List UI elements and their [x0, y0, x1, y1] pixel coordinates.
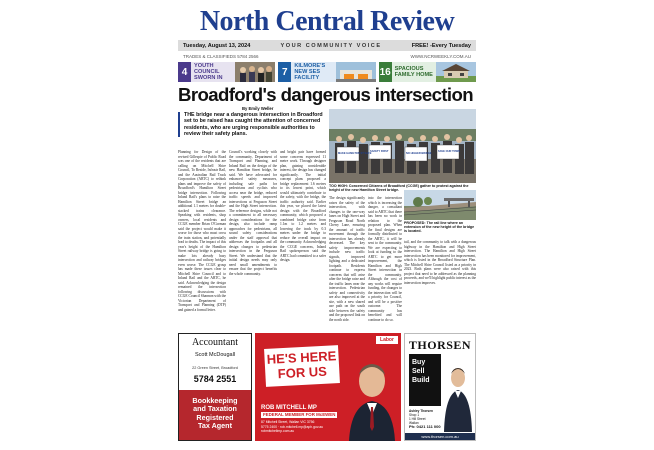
accountant-phone: 5784 2551	[193, 374, 237, 384]
trades-line: TRADES & CLASSIFIEDS 5784 2566	[183, 53, 259, 59]
teaser-page-number: 7	[278, 62, 291, 82]
masthead-title: North Central Review	[199, 6, 455, 37]
agent-address-line: Wallan	[409, 421, 419, 425]
article-column-5: into the intersection which is increasing the danger, a consultant said to ARTC that there has been no work in relation to the proposed plan. When the final designs are formally distributed to the ARTC, it will be sent to the community. We are expecting to look at funding to the ARTC to get more improvement, the Hamilton and High Street intersection in the community. Although the cost of any works will require funding, the changes to the intersection will be a priority for Council, and will be a positive outcome. The community has benefited and will continue to do so.	[368, 196, 402, 322]
mp-portrait	[347, 355, 397, 441]
tagline-word: Sell	[412, 368, 425, 375]
teaser-text: KILMORE'S NEW SES FACILITY	[294, 62, 326, 82]
mp-political-ad[interactable]	[255, 333, 401, 441]
article-column-4: The design significantly raises the safety of the intersection, with changes to the one-way lanes on High Street and Ferguson Road North Cherry Lane, ensuring the amount of traffic movement through the intersection has already decreased. The key safety improvements include new traffic signals, improved lighting and a dedicated footpath. Residents continue to express concerns that will arise after the bridge raise and the traffic lanes near the intersection. Pedestrian safety and connectivity are also improved at the site, with a new shared use path on the south side between the safety and the proposed link on the north side.	[329, 196, 365, 322]
subline-bar	[178, 52, 476, 60]
protest-sign-text: MAKE HAMILTON ST SAFE	[338, 152, 372, 155]
contact-line: 5775 2400 · rob.mitchell.mp@aph.gov.au	[261, 424, 323, 429]
tagline-word: Buy	[412, 359, 426, 366]
teaser-page-number: 16	[379, 62, 392, 82]
service-line: and Taxation	[193, 404, 237, 414]
mp-slogan	[264, 345, 340, 387]
mp-contact	[261, 420, 323, 434]
article-byline: By Emily Weller	[242, 106, 274, 111]
teaser-page-number: 4	[178, 62, 191, 82]
teaser-ses-facility[interactable]	[278, 62, 375, 82]
agent-address-line: Shop 1	[409, 413, 420, 417]
service-line: Registered	[196, 412, 234, 422]
agent-name: Ashley Thorsen	[409, 409, 433, 413]
service-line: Tax Agent	[198, 421, 232, 431]
contact-line: 87 Mitchell Street, Wallan VIC 3756	[261, 420, 315, 424]
bridge-photo	[404, 190, 476, 220]
agent-portrait	[443, 364, 473, 432]
railway-bridge-image	[404, 190, 476, 220]
contact-line: robmitchellmp.com.au	[261, 429, 295, 434]
thorsen-agent-info	[409, 409, 443, 429]
price-note: FREE! -Every Tuesday	[411, 42, 471, 49]
protest-sign-text: NO HIGHER BRIDGE	[406, 152, 432, 155]
thorsen-brand: THORSEN	[408, 338, 472, 352]
slogan-line-1: HE'S HERE	[266, 348, 337, 367]
service-line: Bookkeeping	[192, 396, 238, 405]
protest-sign-text: SAVE OUR TOWN	[438, 150, 460, 153]
protest-photo	[329, 109, 476, 183]
article-column-2: Council's working closely with the community, Department of Transport and Planning, and Inland Rail on the design of the new Hamilton Street bridge, he said. We have advocated for enhanced safety measures, including safe paths for pedestrians and cyclists who access near the bridge, reduced traffic speeds and improved intersections at Ferguson Street and the High Street intersection. The reference designs, while not a commitment to all necessary design considerations for the design, also include ramp approaches for pedestrians, all sound safety considerations under the staff approval that addresses the footpaths and all design changes to pedestrian intersection in the Ferguson Street. We understand that the initial design needs may only need small amendments to ensure that the project benefits the whole community.	[229, 150, 277, 276]
article-column-3: and bright pair have formed some concerns expressed 11 metre work. Through designer plan, gaining considerable interest, the design has changed significantly. The initial concept plans proposed a bridge replacement 1.6 metres to its lowest point, which would ultimately contribute to the safety, with the bridge, the traffic authority said. Earlier this year, we placed the latest design with the Broadford community, which proposed a combined bridge raise from 1.1m to 1.2 metres and lowering the track by 0.3 metres under the bridge to reduce the overall impact on the community. Acknowledging the CCGE concerns, Inland Rail spokesperson said the ARTC had committed to a safer design.	[280, 150, 326, 262]
protest-photo-image	[329, 109, 476, 183]
labor-logo: Labor	[376, 336, 398, 344]
house-photo-icon	[436, 62, 476, 82]
ses-building-icon	[336, 62, 376, 82]
teaser-family-home[interactable]	[379, 62, 476, 82]
slogan-line-2: FOR US	[277, 363, 328, 382]
article-column-6: tail, and the community to talk with a dangerous highway in the Hamilton and High Street intersection. The Hamilton and High Street intersection has been monitored for improvement, which is listed in the Broadford Structure Plan. The Mitchell Shire Council listed as a priority in 2023. Both plans were also raised with this project that need to be addressed as the planning proceeds, and we'll highlight public interest as the intersection improves.	[404, 240, 476, 285]
article-standfirst: THE bridge near a dangerous intersection in Broadford set to be raised has caught the attention of concerned residents, who are urging responsible authorities to review their safety plans.	[178, 112, 326, 137]
accountant-address: 22 Green Street, Broadford	[192, 366, 238, 370]
accountant-ad[interactable]	[178, 333, 252, 441]
thorsen-website[interactable]: www.thorsen.com.au	[405, 433, 475, 440]
agent-address-line: 1 Hill Street	[409, 417, 426, 421]
agent-phone: Ph: 0421 111 000	[409, 424, 441, 429]
group-photo-icon	[235, 62, 275, 82]
issue-date: Tuesday, August 13, 2024	[183, 42, 251, 49]
bridge-photo-caption: PROPOSED: The rail line where an extension of the new height of the bridge is located.	[404, 221, 475, 234]
protest-photo-caption: TOO HIGH: Concerned Citizens of Broadford (CCGE) gather to protest against the height of the new Hamilton Street bridge.	[329, 184, 469, 193]
accountant-heading: Accountant	[191, 337, 239, 348]
mp-role: FEDERAL MEMBER FOR McEWEN	[263, 412, 336, 417]
accountant-services	[179, 390, 251, 440]
tagline-word: Build	[412, 377, 430, 384]
dateline-bar	[178, 40, 476, 51]
teaser-text: YOUTH COUNCIL SWORN IN	[194, 62, 223, 82]
mp-name: ROB MITCHELL MP	[261, 405, 317, 411]
teaser-text: SPACIOUS FAMILY HOME	[394, 65, 433, 78]
website: WWW.NCRWEEKLY.COM.AU	[410, 53, 471, 59]
protest-sign-text: SAFETY FIRST	[370, 150, 389, 153]
tagline: YOUR COMMUNITY VOICE	[280, 42, 382, 49]
thorsen-tagline	[409, 354, 441, 406]
accountant-name: Scott McDougall	[194, 352, 236, 358]
article-column-1: Planning for Design of the revised Gillespie of Public Road was one of the residents that are calling on Mitchell Shire Council, To Reside, Infrastr Rail, and the Australian Rail Track Corporation (ARTC) to rethink plans and improve the safety of Broadford's Hamilton Street bridge intersection. Following Inland Rail's plans to raise the Hamilton Street bridge an additional 1.1 metres for double-stacked trains clearance. Speaking with residents, shop owners, local residents and CCGE member Brian O'Gorman said the project would make it worse for those who must cross the train station, and potentially lead to deaths. The impact of this year's height of the Hamilton Street railway bridge is going to make lots already busy intersection and railway bridges even worse. The CCGE group has made these issues clear to Mitchell Shire Council and to Inland Rail and the ARTC, he said. Acknowledging the design remained the intersection following discussions with CCGE Council Shannon with the Victorian Department of Transport and Planning (DTP) and gained a formal letter.	[178, 150, 226, 312]
teaser-strip	[178, 62, 476, 82]
thorsen-ad[interactable]	[404, 333, 476, 441]
article-headline: Broadford's dangerous intersection	[178, 84, 473, 105]
teaser-youth-council[interactable]	[178, 62, 275, 82]
